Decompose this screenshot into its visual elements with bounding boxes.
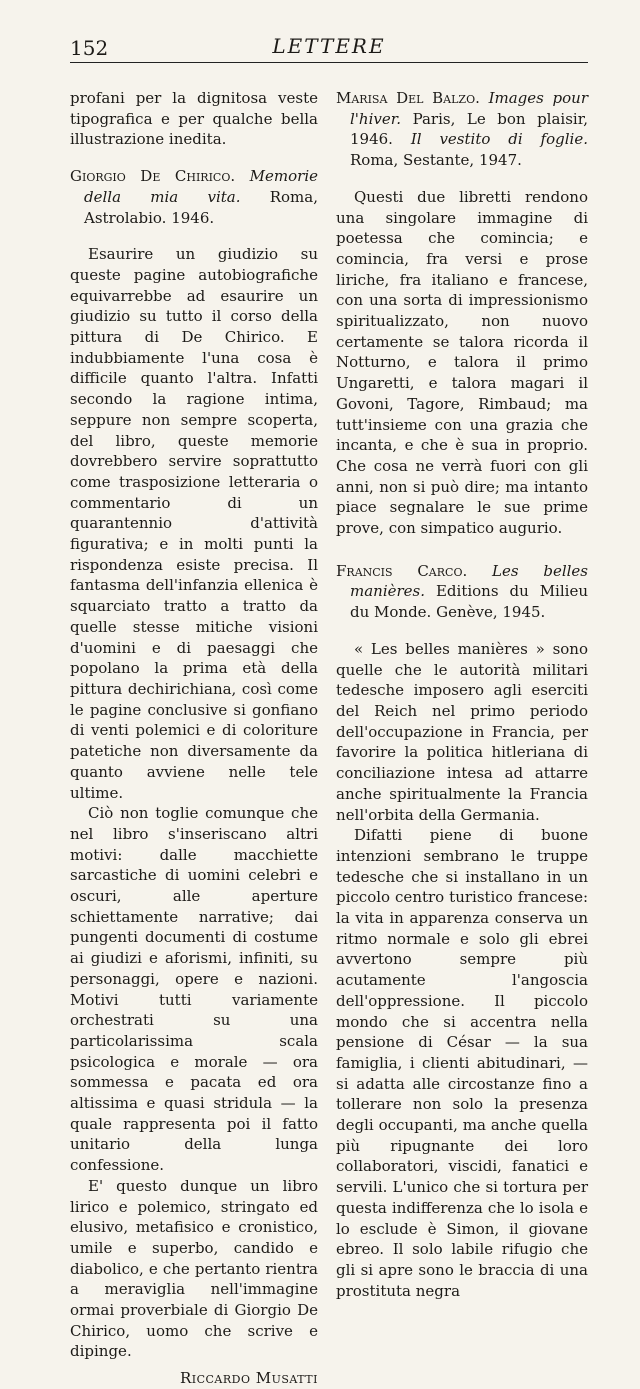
review-paragraph: Difatti piene di buone intenzioni sembrano le truppe tedesche che si installano in un piccolo centro turistico francese: la vita in apparenza conserva un ritmo normale e solo gli ebrei avvertono sempre più acutamente l'angoscia dell'oppressione. Il piccolo mondo che si accentra nella pensione di César — la sua famiglia, i clienti abitudinari, — si adatta alle circostanze fino a tollerare non solo la presenza degli occupanti, ma anche quella più ripugnante dei loro collaboratori, viscidi, fanatici e servili. L'unico che si tortura per questa indifferenza che lo isola e lo esclude è Simon, il giovane ebreo. Il solo labile rifugio che gli si apre sono le braccia di una prostituta negra	[336, 826, 588, 1300]
review-paragraph: Esaurire un giudizio su queste pagine autobiografiche equivarrebbe ad esaurire un giudizio su tutto il corso della pittura di De Chirico. E indubbiamente l'una cosa è difficile quanto l'altra. Infatti secondo la ragione intima, seppure non sempre scoperta, del libro, queste memorie dovrebbero servire soprattutto come trasposizione letteraria o commentario di un quarantennio d'attività figurativa; e in molti punti la rispondenza esiste precisa. Il fantasma dell'infanzia ellenica è squarciato tratto a tratto da quelle stesse mitiche visioni d'uomini e di paesaggi che popolano la prima età della pittura dechirichiana, così come le pagine conclusive si gonfiano di venti polemici e di coloriture patetiche non diversamente da quanto avviene nelle tele ultime.	[70, 245, 318, 802]
intro-text: profani per la dignitosa veste tipografica e per qualche bella illustrazione inedita.	[70, 89, 318, 149]
bibliographic-entry-de-chirico	[70, 166, 318, 228]
entry-publication: Editions du Milieu du Monde. Genève, 1945.	[350, 582, 588, 622]
bibliographic-entry-del-balzo	[336, 88, 588, 171]
entry-publication: Paris, Le bon plaisir, 1946.	[350, 109, 588, 149]
entry-title: Images pour l'hiver.	[350, 89, 588, 128]
entry-title: Les belles manières.	[350, 561, 588, 601]
page-number: 152	[70, 36, 109, 60]
review-paragraph: E' questo dunque un libro lirico e polemico, stringato ed elusivo, metafisico e cronistico, umile e superbo, candido e diabolico, e che pertanto rientra a meraviglia nell'immagine ormai proverbiale di Giorgio De Chirico, uomo che scrive e dipinge.	[70, 1176, 318, 1361]
reviewer-signature: Riccardo Musatti	[179, 1369, 318, 1388]
running-title: LETTERE	[272, 34, 386, 58]
entry-publication-second: Roma, Sestante, 1947.	[350, 151, 522, 170]
entry-publication: Roma, Astrolabio. 1946.	[84, 187, 318, 227]
entry-title: Memorie della mia vita.	[84, 167, 318, 206]
entry-title-second: Il vestito di foglie.	[410, 130, 588, 149]
review-paragraph: Questi due libretti rendono una singolare immagine di poetessa che comincia; e comincia, fra versi e prose liriche, fra italiano e francese, con una sorta di impressionismo spiritualizzato, non nuovo certamente se talora ricorda il Notturno, e talora il primo Ungaretti, e talora magari il Govoni, Tagore, Rimbaud; ma tutt'insieme con una grazia che incanta, e che è sua in proprio. Che cosa ne verrà fuori con gli anni, non si può dire; ma intanto piace segnalare le sue prime prove, con simpatico augurio.	[336, 187, 588, 538]
entry-author: Marisa Del Balzo.	[336, 89, 480, 107]
right-column	[336, 88, 588, 1301]
left-column	[70, 88, 318, 1389]
bibliographic-entry-carco	[336, 561, 588, 623]
page-header	[70, 32, 588, 64]
review-paragraph: « Les belles manières » sono quelle che le autorità militari tedesche imposero agli eserciti del Reich nel primo periodo dell'occupazione in Francia, per favorire la politica hitleriana di conciliazione intesa ad attarre anche spiritualmente la Francia nell'orbita della Germania.	[336, 639, 588, 824]
entry-author: Giorgio De Chirico.	[70, 167, 236, 186]
entry-author: Francis Carco.	[336, 561, 468, 580]
header-rule	[70, 62, 588, 63]
review-paragraph: Ciò non toglie comunque che nel libro s'inseriscano altri motivi: dalle macchiette sarcastiche di uomini celebri e oscuri, alle aperture schiettamente narrative; dai pungenti documenti di costume ai giudizi e aforismi, infiniti, su personaggi, opere e nazioni. Motivi tutti variamente orchestrati su una particolarissima scala psicologica e morale — ora sommessa e pacata ed ora altissima e quasi stridula — la quale rappresenta poi il fatto unitario della lunga confessione.	[70, 804, 318, 1175]
